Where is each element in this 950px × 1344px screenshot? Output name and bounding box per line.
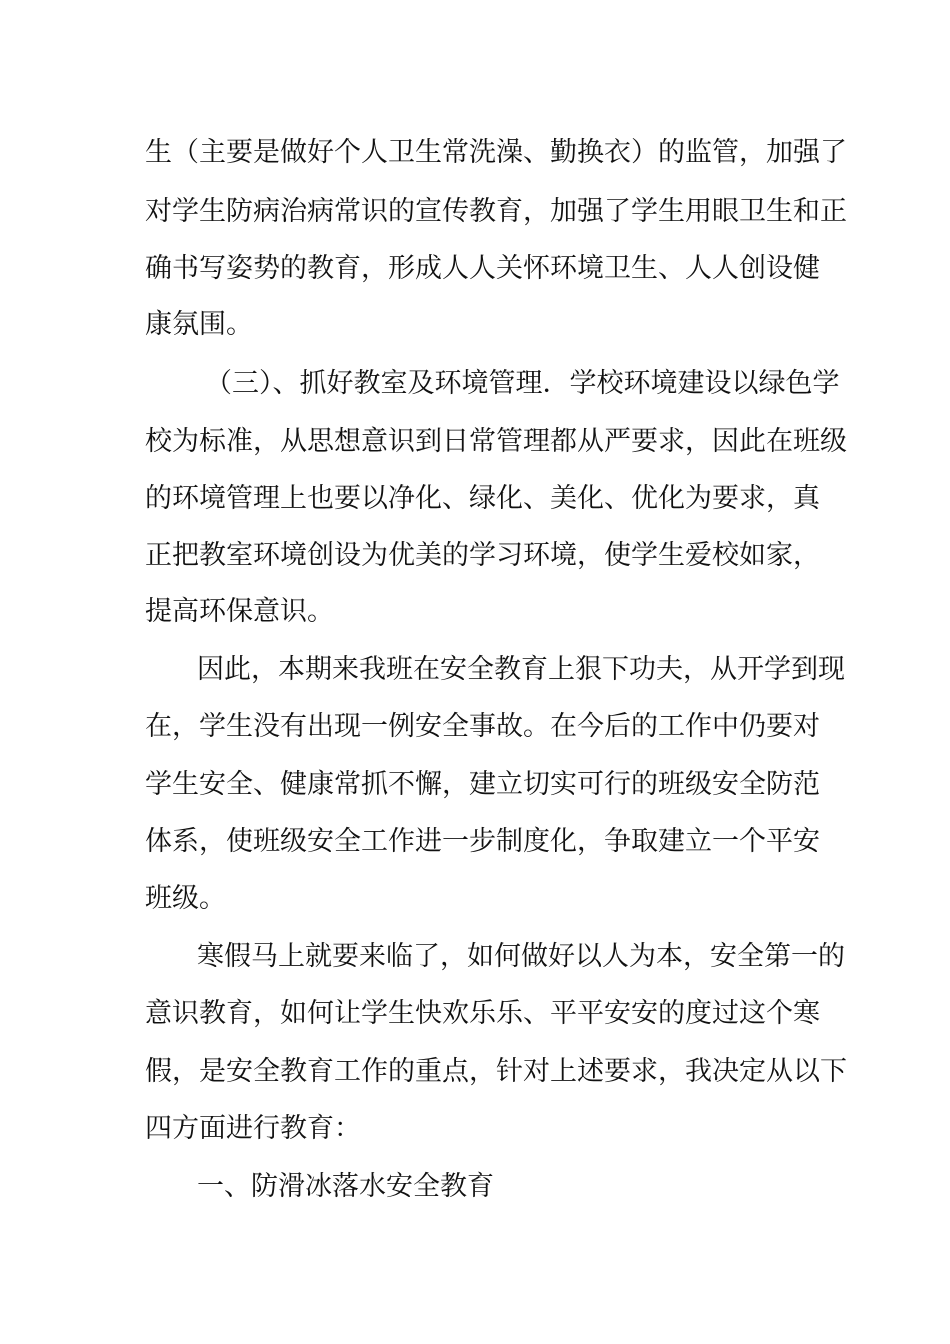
- paragraph-2-line-1: （三）、抓好教室及环境管理．学校环境建设以绿色学: [205, 368, 840, 399]
- paragraph-4-line-1: 寒假马上就要来临了，如何做好以人为本，安全第一的: [197, 941, 845, 972]
- paragraph-2-line-3: 的环境管理上也要以净化、绿化、美化、优化为要求，真: [145, 483, 820, 514]
- section-heading: 一、防滑冰落水安全教育: [197, 1171, 494, 1202]
- paragraph-2-line-2: 校为标准，从思想意识到日常管理都从严要求，因此在班级: [145, 426, 847, 457]
- paragraph-4-line-2: 意识教育，如何让学生快欢乐乐、平平安安的度过这个寒: [145, 998, 820, 1029]
- paragraph-1-line-2: 对学生防病治病常识的宣传教育，加强了学生用眼卫生和正: [145, 196, 847, 227]
- paragraph-2-line-5: 提高环保意识。: [145, 596, 334, 627]
- paragraph-1-line-1: 生（主要是做好个人卫生常洗澡、勤换衣）的监管，加强了: [145, 137, 847, 168]
- paragraph-3-line-5: 班级。: [145, 883, 226, 914]
- paragraph-4-line-4: 四方面进行教育：: [145, 1113, 361, 1144]
- paragraph-2-line-4: 正把教室环境创设为优美的学习环境，使学生爱校如家，: [145, 540, 820, 571]
- paragraph-1-line-3: 确书写姿势的教育，形成人人关怀环境卫生、人人创设健: [145, 253, 820, 284]
- paragraph-3-line-1: 因此，本期来我班在安全教育上狠下功夫，从开学到现: [197, 654, 845, 685]
- paragraph-3-line-3: 学生安全、健康常抓不懈，建立切实可行的班级安全防范: [145, 769, 820, 800]
- paragraph-1-line-4: 康氛围。: [145, 309, 253, 340]
- paragraph-4-line-3: 假，是安全教育工作的重点，针对上述要求，我决定从以下: [145, 1056, 847, 1087]
- paragraph-3-line-4: 体系，使班级安全工作进一步制度化，争取建立一个平安: [145, 826, 820, 857]
- paragraph-3-line-2: 在，学生没有出现一例安全事故。在今后的工作中仍要对: [145, 711, 820, 742]
